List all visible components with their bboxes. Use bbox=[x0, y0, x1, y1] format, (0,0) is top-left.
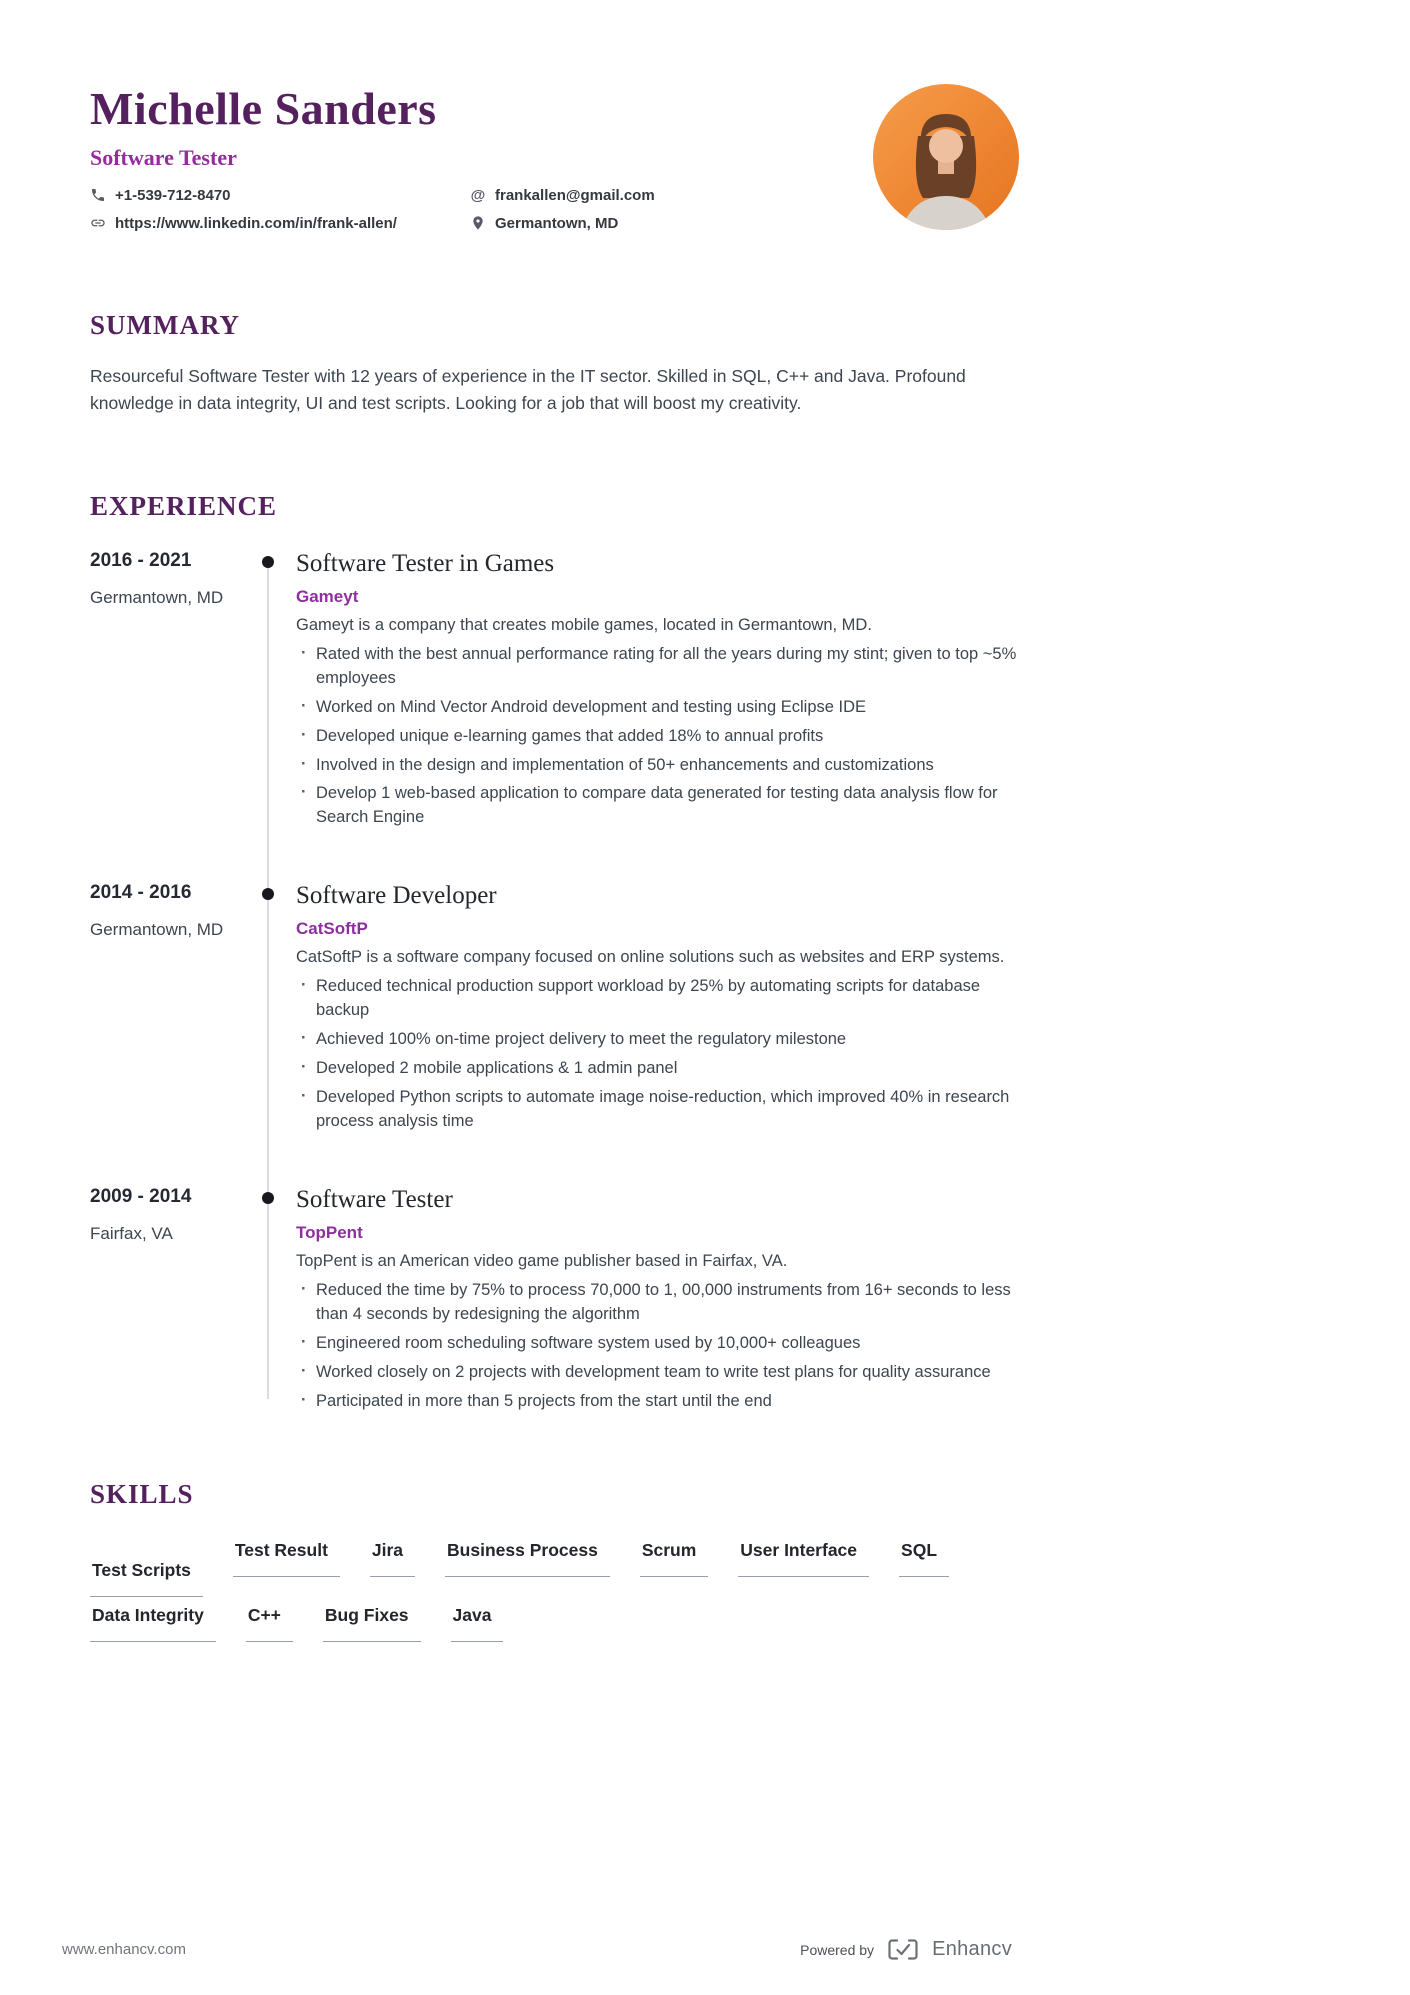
candidate-job-title: Software Tester bbox=[90, 144, 237, 170]
enhancv-logo-icon bbox=[887, 1938, 919, 1961]
powered-by-label: Powered by bbox=[800, 1941, 875, 1958]
entry-dates: 2009 - 2014 bbox=[90, 1185, 192, 1207]
entry-role: Software Tester in Games bbox=[296, 549, 555, 577]
skill-item: Data Integrity bbox=[90, 1605, 216, 1642]
experience-bullet: · Developed Python scripts to automate image noise-reduction, which improved 40% in research process analysis time bbox=[296, 1086, 1018, 1134]
contact-location bbox=[470, 215, 1018, 232]
link-icon bbox=[90, 215, 106, 231]
timeline-column bbox=[240, 1186, 296, 1414]
contact-info bbox=[90, 187, 1018, 232]
skill-item: Test Result bbox=[233, 1540, 340, 1577]
entry-bullets bbox=[296, 975, 1018, 1134]
skill-item: Bug Fixes bbox=[323, 1605, 421, 1642]
entry-company: CatSoftP bbox=[296, 919, 368, 939]
experience-entry bbox=[90, 1186, 1018, 1414]
experience-bullet: · Worked on Mind Vector Android development and testing using Eclipse IDE bbox=[296, 696, 1018, 720]
experience-bullet: · Developed 2 mobile applications & 1 admin panel bbox=[296, 1057, 1018, 1081]
timeline-column bbox=[240, 882, 296, 1134]
skills-row bbox=[90, 1605, 1018, 1642]
skills-heading: SKILLS bbox=[90, 1479, 194, 1510]
entry-location: Germantown, MD bbox=[90, 920, 224, 940]
entry-body bbox=[296, 1186, 1018, 1414]
skill-item: User Interface bbox=[738, 1540, 869, 1577]
experience-bullet: · Worked closely on 2 projects with development team to write test plans for quality assurance bbox=[296, 1361, 1018, 1385]
email-address: frankallen@gmail.com bbox=[495, 186, 655, 204]
entry-description: Gameyt is a company that creates mobile games, located in Germantown, MD. bbox=[296, 615, 872, 634]
entry-body bbox=[296, 882, 1018, 1134]
linkedin-url: https://www.linkedin.com/in/frank-allen/ bbox=[115, 214, 397, 232]
skills-section bbox=[90, 1479, 1018, 1642]
timeline-dot bbox=[262, 1192, 274, 1204]
location-text: Germantown, MD bbox=[495, 214, 619, 232]
skill-item: SQL bbox=[899, 1540, 949, 1577]
footer-website-link[interactable]: www.enhancv.com bbox=[62, 1941, 186, 1958]
experience-bullet: · Engineered room scheduling software system used by 10,000+ colleagues bbox=[296, 1332, 1018, 1356]
experience-bullet: · Reduced technical production support workload by 25% by automating scripts for database backup bbox=[296, 975, 1018, 1023]
timeline-dot bbox=[262, 556, 274, 568]
phone-number: +1-539-712-8470 bbox=[115, 186, 231, 204]
entry-body bbox=[296, 550, 1018, 830]
skill-item: Java bbox=[451, 1605, 504, 1642]
experience-bullet: · Involved in the design and implementation of 50+ enhancements and customizations bbox=[296, 754, 1018, 778]
entry-bullets bbox=[296, 643, 1018, 830]
contact-linkedin[interactable] bbox=[90, 215, 470, 232]
entry-role: Software Tester bbox=[296, 1185, 453, 1213]
summary-heading: SUMMARY bbox=[90, 309, 241, 340]
entry-role: Software Developer bbox=[296, 882, 497, 910]
entry-dates: 2016 - 2021 bbox=[90, 549, 192, 571]
email-icon: @ bbox=[470, 186, 486, 204]
location-pin-icon bbox=[470, 215, 486, 231]
footer bbox=[62, 1938, 1012, 1961]
contact-email[interactable] bbox=[470, 187, 1018, 204]
experience-bullet: · Achieved 100% on-time project delivery to meet the regulatory milestone bbox=[296, 1028, 1018, 1052]
experience-entry bbox=[90, 882, 1018, 1134]
skill-item: Jira bbox=[370, 1540, 415, 1577]
experience-bullet: · Reduced the time by 75% to process 70,000 to 1, 00,000 instruments from 16+ seconds to less than 4 seconds by redesigning the algorithm bbox=[296, 1279, 1018, 1327]
skill-item: Test Scripts bbox=[90, 1560, 203, 1597]
resume-content bbox=[90, 84, 1018, 1642]
skills-row bbox=[90, 1540, 1018, 1581]
experience-heading: EXPERIENCE bbox=[90, 490, 278, 521]
contact-phone[interactable] bbox=[90, 187, 470, 204]
candidate-name: Michelle Sanders bbox=[90, 83, 437, 134]
enhancv-brand-text: Enhancv bbox=[932, 1938, 1012, 1960]
header bbox=[90, 84, 1018, 232]
entry-meta bbox=[90, 882, 240, 1134]
phone-icon bbox=[90, 187, 106, 203]
experience-entry bbox=[90, 550, 1018, 830]
summary-section bbox=[90, 310, 1018, 417]
skill-item: C++ bbox=[246, 1605, 293, 1642]
entry-description: CatSoftP is a software company focused on online solutions such as websites and ERP systems. bbox=[296, 948, 1005, 967]
footer-branding[interactable] bbox=[800, 1938, 1012, 1961]
entry-dates: 2014 - 2016 bbox=[90, 882, 192, 904]
skill-item: Scrum bbox=[640, 1540, 708, 1577]
entry-meta bbox=[90, 550, 240, 830]
entry-bullets bbox=[296, 1279, 1018, 1414]
summary-text: Resourceful Software Tester with 12 years of experience in the IT sector. Skilled in SQL, C++ and Java. Profound knowledge in data integrity, UI and test scripts. Looking for a job that will boost my creativity. bbox=[90, 365, 966, 413]
entry-location: Fairfax, VA bbox=[90, 1223, 173, 1243]
entry-location: Germantown, MD bbox=[90, 587, 224, 607]
experience-bullet: · Rated with the best annual performance rating for all the years during my stint; given to top ~5% employees bbox=[296, 643, 1018, 691]
entry-company: Gameyt bbox=[296, 586, 359, 606]
experience-bullet: · Participated in more than 5 projects from the start until the end bbox=[296, 1390, 1018, 1414]
timeline-dot bbox=[262, 888, 274, 900]
experience-bullet: · Develop 1 web-based application to compare data generated for testing data analysis flow for Search Engine bbox=[296, 782, 1018, 830]
skill-item: Business Process bbox=[445, 1540, 610, 1577]
entry-company: TopPent bbox=[296, 1222, 363, 1242]
experience-section bbox=[90, 491, 1018, 1414]
entry-meta bbox=[90, 1186, 240, 1414]
entry-description: TopPent is an American video game publisher based in Fairfax, VA. bbox=[296, 1251, 788, 1270]
experience-bullet: · Developed unique e-learning games that added 18% to annual profits bbox=[296, 725, 1018, 749]
experience-entries bbox=[90, 550, 1018, 1414]
timeline-column bbox=[240, 550, 296, 830]
